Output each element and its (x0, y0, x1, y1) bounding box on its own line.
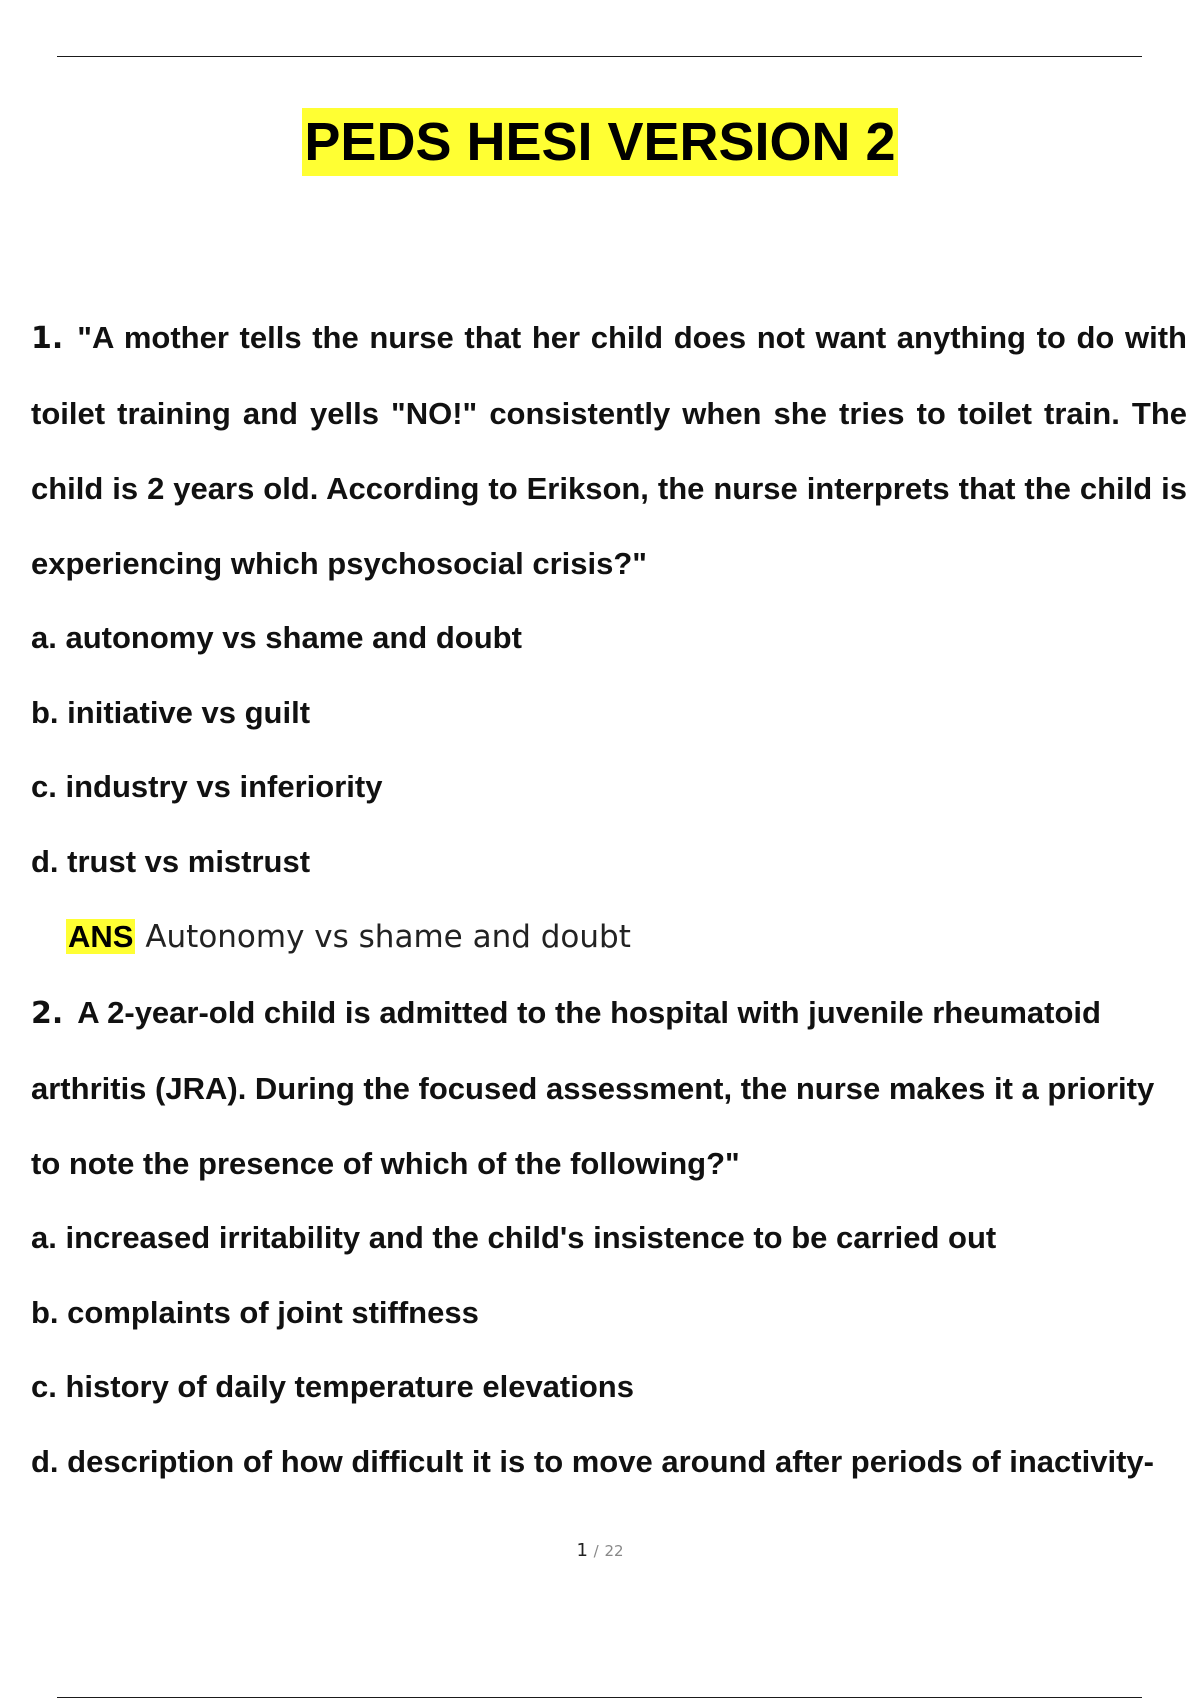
question-1-text: "A mother tells the nurse that her child does not want anything to do with toilet training and yells "NO!" consistently when she tries to toilet train. The child is 2 years old. According to Erikson, the nurse interprets that the child is experiencing which psychosocial crisis?" (31, 320, 1187, 581)
question-1-option-d: d. trust vs mistrust (31, 843, 311, 879)
question-1-stem (31, 300, 1187, 601)
question-1-option-a: a. autonomy vs shame and doubt (31, 620, 522, 655)
question-1-option-b: b. initiative vs guilt (31, 694, 311, 730)
question-1-option-c: c. industry vs inferiority (31, 769, 383, 804)
question-2-stem (31, 975, 1187, 1201)
page-current: 1 (576, 1540, 588, 1561)
question-1 (31, 300, 1187, 975)
title-container (0, 108, 1200, 176)
question-1-number: 1. (31, 321, 64, 356)
question-2-option-c: c. history of daily temperature elevations (31, 1369, 634, 1404)
answer-tag: ANS (68, 919, 134, 954)
question-2-option-b: b. complaints of joint stiffness (31, 1294, 479, 1330)
page-total: 22 (604, 1542, 624, 1560)
question-1-answer (66, 899, 1187, 975)
bottom-rule (57, 1697, 1142, 1698)
questions-content (31, 300, 1187, 1499)
question-2 (31, 975, 1187, 1499)
question-2-text: A 2-year-old child is admitted to the hospital with juvenile rheumatoid arthritis (JRA). During the focused assessment, the nurse makes it a priority to note the presence of which of the following?" (31, 995, 1155, 1181)
page-separator: / (593, 1542, 599, 1560)
question-2-option-d: d. description of how difficult it is to move around after periods of inactivity- (31, 1443, 1154, 1479)
document-title: PEDS HESI VERSION 2 (302, 108, 897, 176)
question-2-option-a: a. increased irritability and the child's insistence to be carried out (31, 1220, 997, 1255)
question-2-number: 2. (31, 996, 64, 1031)
page-indicator (0, 1540, 1200, 1561)
top-rule (57, 56, 1142, 57)
question-1-answer-text: Autonomy vs shame and doubt (145, 919, 631, 955)
